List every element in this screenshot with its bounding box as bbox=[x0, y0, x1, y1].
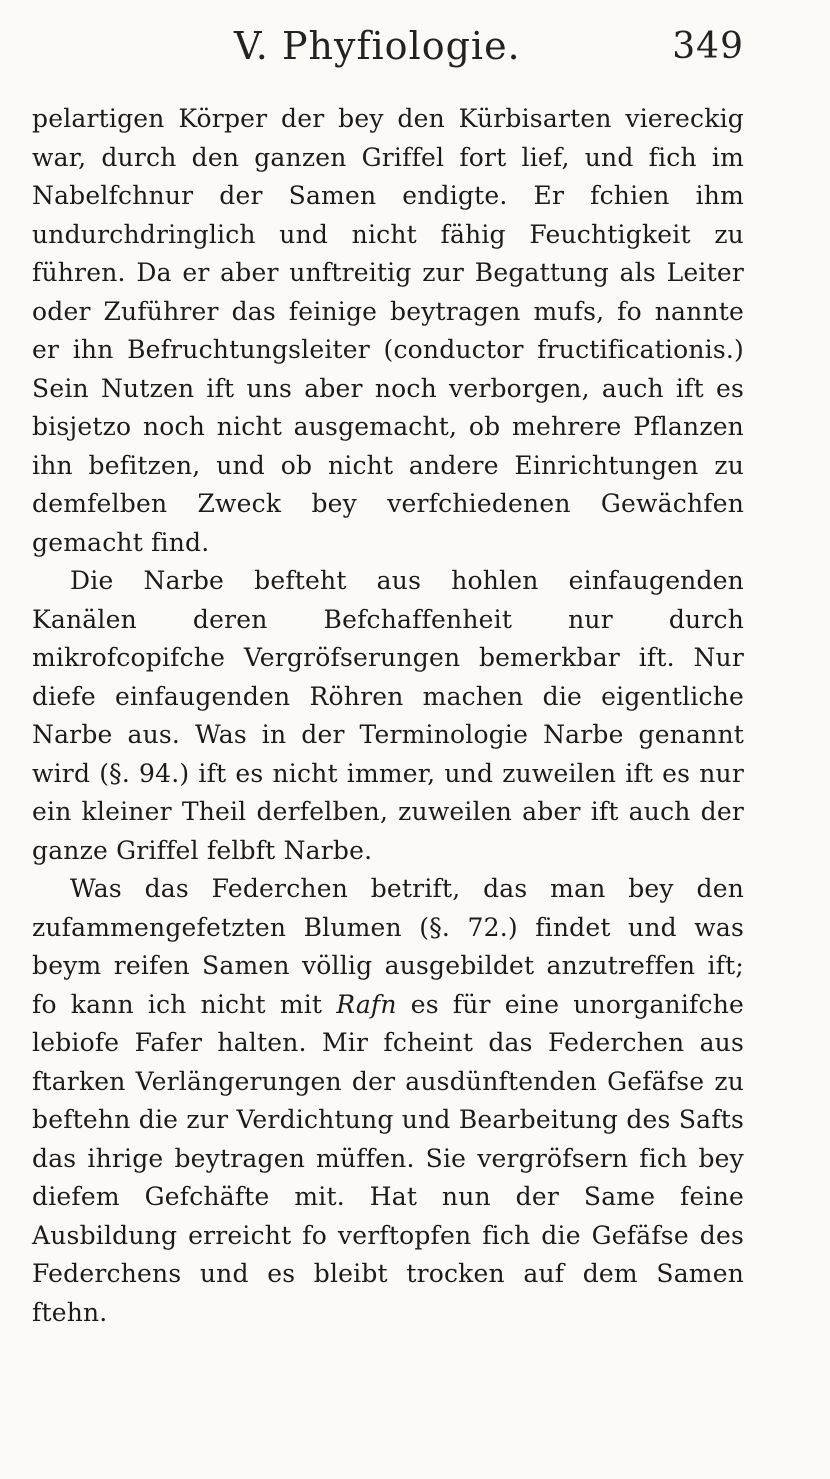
page-body bbox=[32, 100, 744, 1332]
paragraph-federchen bbox=[32, 870, 744, 1332]
paragraph-continuation: pelartigen Körper der bey den Kürbisarten viereckig war, durch den ganzen Griffel fort lief, und fich im Nabelfchnur der Samen endigte. Er fchien ihm undurchdringlich und nicht fähig Feuchtigkeit zu führen. Da er aber unftreitig zur Begattung als Leiter oder Zuführer das feinige beytragen mufs, fo nannte er ihn Befruchtungsleiter (conductor fructificationis.) Sein Nutzen ift uns aber noch verborgen, auch ift es bisjetzo noch nicht ausgemacht, ob mehrere Pflanzen ihn befitzen, und ob nicht andere Einrichtungen zu demfelben Zweck bey verfchiedenen Gewächfen gemacht find. bbox=[32, 104, 744, 557]
paragraph-narbe: Die Narbe befteht aus hohlen einfaugenden Kanälen deren Befchaffenheit nur durch mikrofcopifche Vergröfserungen bemerkbar ift. Nur diefe einfaugenden Röhren machen die eigentliche Narbe aus. Was in der Terminologie Narbe genannt wird (§. 94.) ift es nicht immer, und zuweilen ift es nur ein kleiner Theil derfelben, zuweilen aber ift auch der ganze Griffel felbft Narbe. bbox=[32, 566, 744, 865]
page-number: 349 bbox=[672, 26, 744, 67]
paragraph-federchen-text-after: es für eine unorganifche lebiofe Fafer halten. Mir fcheint das Federchen aus ftarken Verlängerungen der ausdünftenden Gefäfse zu beftehn die zur Verdichtung und Bearbeitung des Safts das ihrige beytragen müffen. Sie vergröfsern fich bey diefem Gefchäfte mit. Hat nun der Same feine Ausbildung erreicht fo verftopfen fich die Gefäfse des Federchens und es bleibt trocken auf dem Samen ftehn. bbox=[32, 989, 744, 1327]
running-head: V. Phyfiologie. bbox=[234, 24, 521, 68]
page-header bbox=[0, 18, 830, 78]
paragraph-federchen-italic-name: Rafn bbox=[336, 989, 397, 1019]
paragraph-federchen-text-before: Was das Federchen betrift, das man bey den zufammengefetzten Blumen (§. 72.) findet und was beym reifen Samen völlig ausgebildet anzutreffen ift; fo kann ich nicht mit bbox=[32, 874, 744, 1019]
